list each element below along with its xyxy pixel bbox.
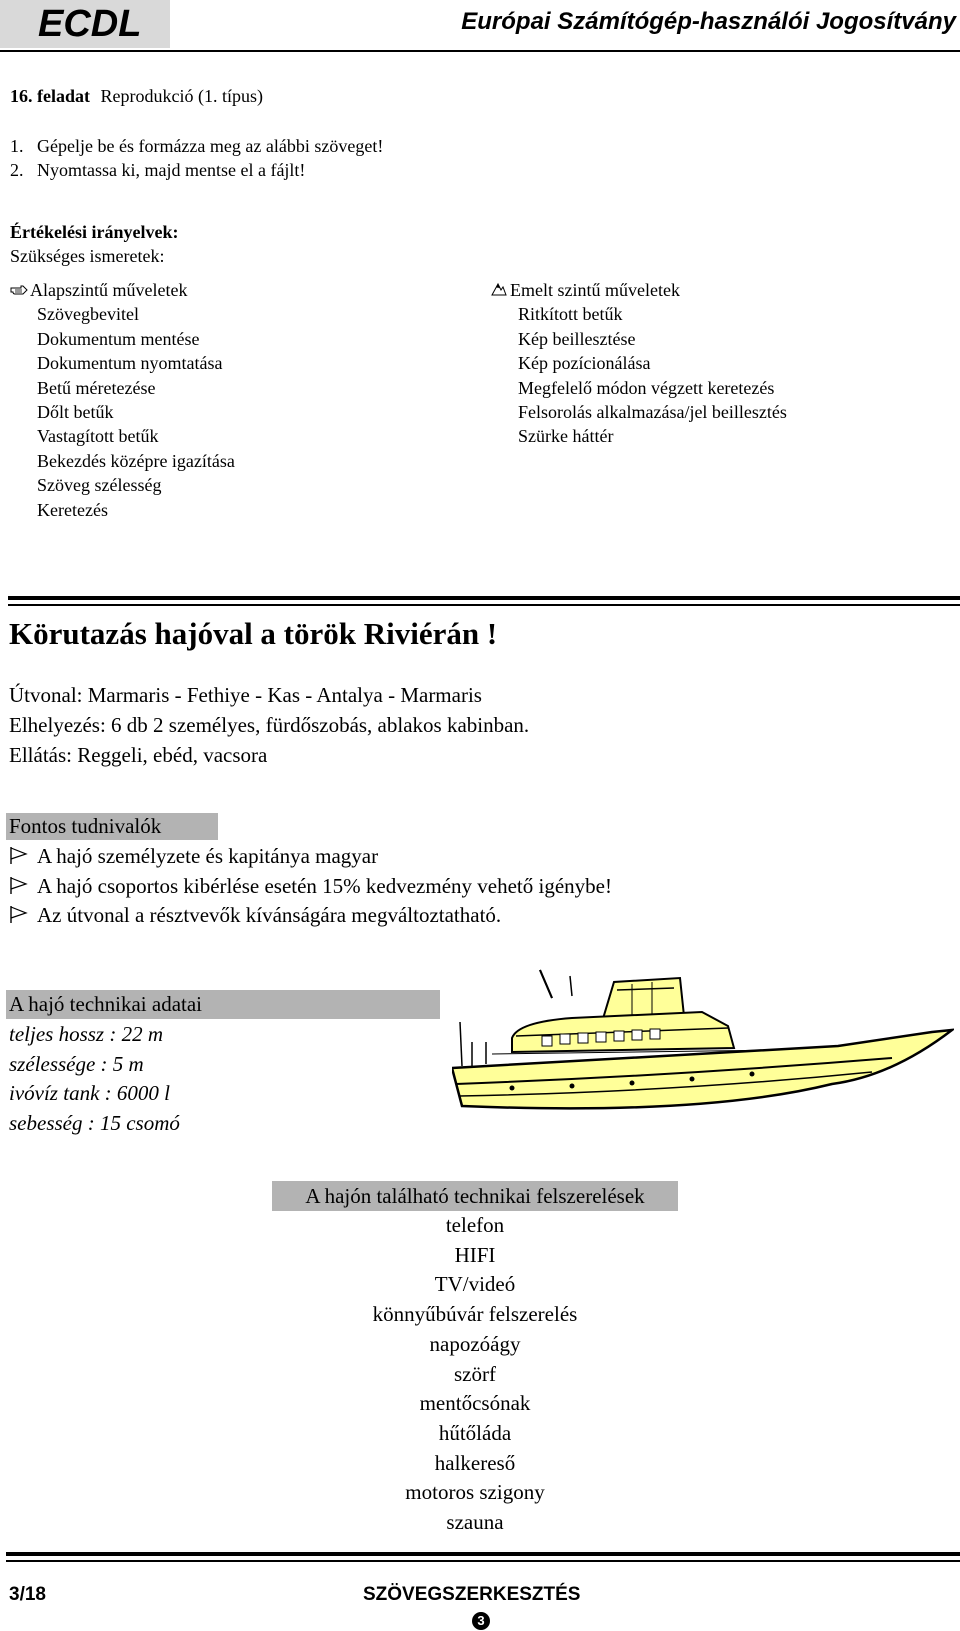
tech-item: teljes hossz : 22 m: [9, 1022, 163, 1046]
evaluation-subtitle: Szükséges ismeretek:: [10, 246, 165, 266]
equipment-item: TV/videó: [434, 1272, 516, 1297]
important-list: [9, 842, 612, 931]
basic-skills-list: [10, 278, 235, 522]
section-name: SZÖVEGSZERKESZTÉS: [363, 1584, 581, 1605]
skill-item: Szövegbevitel: [37, 304, 139, 325]
important-item: [9, 901, 612, 931]
equipment-item: napozóágy: [429, 1331, 521, 1356]
skill-item: Dőlt betűk: [37, 402, 114, 423]
equipment-item: könnyűbúvár felszerelés: [372, 1302, 578, 1327]
section-number-badge: 3: [472, 1612, 490, 1630]
page-number: 3/18: [9, 1584, 46, 1605]
equipment-heading: A hajón található technikai felszerelések: [272, 1181, 678, 1211]
info-line: Ellátás: Reggeli, ebéd, vacsora: [9, 743, 268, 767]
footer-rule-thin: [6, 1560, 960, 1562]
task-steps: [10, 134, 383, 182]
equipment-item: motoros szigony: [405, 1480, 545, 1505]
step-text: Nyomtassa ki, majd mentse el a fájlt!: [37, 160, 306, 180]
important-item: [9, 872, 612, 902]
flag-icon: [9, 874, 29, 893]
basic-heading-text: Alapszintű műveletek: [30, 280, 188, 300]
skill-item: Bekezdés középre igazítása: [37, 450, 235, 471]
skill-item: Ritkított betűk: [518, 304, 623, 325]
equipment-item: mentőcsónak: [419, 1391, 531, 1416]
equipment-item: szörf: [454, 1361, 496, 1386]
document-title: Körutazás hajóval a török Riviérán !: [9, 616, 498, 651]
important-heading: Fontos tudnivalók: [6, 813, 218, 840]
pointing-hand-icon: [10, 278, 28, 302]
trip-info: [9, 680, 529, 770]
basic-skills-heading: [10, 278, 235, 302]
step-item: [10, 158, 383, 182]
ship-image: [452, 966, 954, 1116]
skill-item: Dokumentum nyomtatása: [37, 353, 223, 374]
equipment-item: szauna: [446, 1510, 504, 1535]
tech-item: szélessége : 5 m: [9, 1051, 144, 1076]
advanced-skills-list: [490, 278, 787, 449]
info-line: Útvonal: Marmaris - Fethiye - Kas - Antalya - Marmaris: [9, 683, 482, 707]
skill-item: Szürke háttér: [518, 426, 614, 447]
document-top-rule-thin: [8, 604, 960, 606]
tech-heading: A hajó technikai adatai: [6, 990, 440, 1019]
step-number: 2.: [10, 160, 24, 180]
task-label: 16. feladat: [10, 86, 90, 106]
ecdl-logo: ECDL: [0, 0, 170, 48]
footer-rule: [6, 1552, 960, 1556]
important-item-text: A hajó személyzete és kapitánya magyar: [37, 844, 379, 868]
skill-item: Kép pozícionálása: [518, 353, 651, 374]
flag-icon: [9, 903, 29, 922]
task-line: [10, 86, 263, 107]
equipment-list: [272, 1211, 678, 1538]
important-item: [9, 842, 612, 872]
skill-item: Betű méretezése: [37, 377, 156, 398]
advanced-skills-heading: [490, 278, 787, 302]
task-title: Reprodukció (1. típus): [100, 86, 263, 106]
evaluation-title: Értékelési irányelvek:: [10, 222, 179, 242]
advanced-heading-text: Emelt szintű műveletek: [510, 280, 680, 300]
equipment-item: telefon: [445, 1213, 505, 1237]
step-text: Gépelje be és formázza meg az alábbi szöveget!: [37, 136, 384, 156]
skill-item: Vastagított betűk: [37, 426, 159, 447]
document-top-rule: [8, 596, 960, 600]
header-title: Európai Számítógép-használói Jogosítvány: [461, 8, 956, 35]
skill-item: Kép beillesztése: [518, 328, 636, 349]
tech-item: ivóvíz tank : 6000 l: [9, 1081, 170, 1105]
mountain-icon: [490, 278, 508, 302]
skill-item: Felsorolás alkalmazása/jel beillesztés: [518, 402, 787, 423]
flag-icon: [9, 844, 29, 863]
step-item: [10, 134, 383, 158]
equipment-item: HIFI: [454, 1242, 496, 1267]
equipment-item: halkereső: [434, 1450, 516, 1475]
skill-item: Keretezés: [37, 499, 108, 520]
step-number: 1.: [10, 136, 24, 156]
tech-list: [9, 1020, 180, 1138]
equipment-item: hűtőláda: [438, 1420, 512, 1445]
important-item-text: A hajó csoportos kibérlése esetén 15% kedvezmény vehető igénybe!: [37, 873, 612, 898]
skill-item: Szöveg szélesség: [37, 475, 162, 496]
skill-item: Dokumentum mentése: [37, 328, 200, 349]
info-line: Elhelyezés: 6 db 2 személyes, fürdőszobás, ablakos kabinban.: [9, 713, 530, 737]
skill-item: Megfelelő módon végzett keretezés: [518, 377, 775, 398]
important-item-text: Az útvonal a résztvevők kívánságára megváltoztatható.: [37, 903, 502, 927]
tech-item: sebesség : 15 csomó: [9, 1110, 180, 1135]
header-rule: [0, 50, 960, 52]
